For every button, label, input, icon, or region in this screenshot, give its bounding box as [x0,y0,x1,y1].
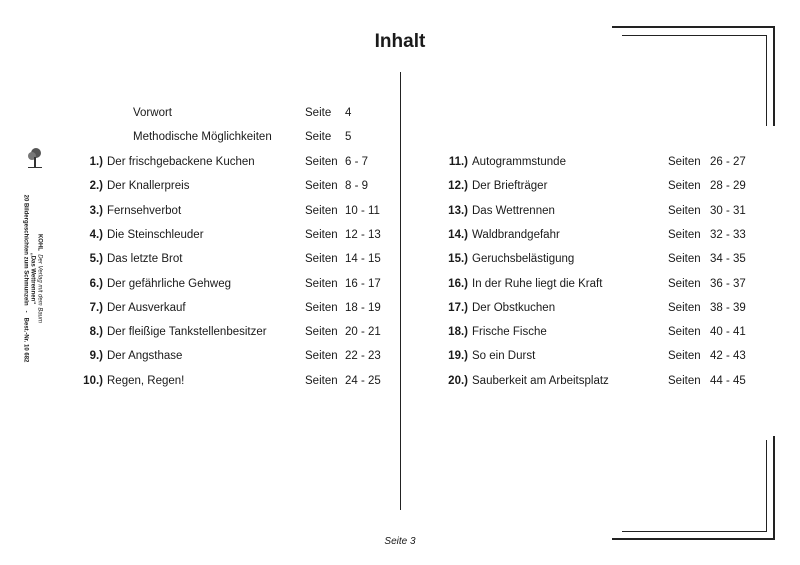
toc-entry-number: 16.) [448,277,468,290]
toc-entry-number: 3.) [89,204,103,217]
toc-entry-label: Der Knallerpreis [107,180,190,193]
toc-entry-pages-num: 16 - 17 [345,277,381,290]
toc-entry-pages-word: Seiten [668,204,701,217]
toc-entry-label: Das letzte Brot [107,253,183,266]
toc-entry-pages-num: 40 - 41 [710,326,746,339]
toc-entry-pages-word: Seiten [668,156,701,168]
side-subtitle: 20 Bildergeschichten zum Schmunzeln [22,194,29,306]
page-footer: Seite 3 [384,536,416,547]
toc-entry-pages-num: 4 [345,107,352,119]
toc-entry-number: 12.) [448,180,468,193]
corner-frame-top-inner-v [766,35,767,126]
toc-entry-number: 18.) [448,326,468,339]
toc-entry-pages-word: Seiten [305,326,338,339]
toc-entry-number: 7.) [89,301,103,314]
toc-entry-label: Vorwort [133,107,172,119]
toc-entry-row [0,347,800,365]
toc-entry-pages-num: 8 - 9 [345,180,369,193]
side-series-title: „Das Wettrennen“ [29,252,36,305]
toc-entry-label: Frische Fische [472,326,547,339]
toc-entry-number: 19.) [448,350,468,363]
toc-entry-row [0,275,800,293]
toc-entry-pages-num: 10 - 11 [345,204,380,217]
toc-entry-number: 4.) [89,228,103,241]
side-separator: - [22,310,29,313]
toc-entry-pages-num: 44 - 45 [710,374,746,387]
toc-entry-label: Regen, Regen! [107,374,185,387]
toc-entry-label: Der Obstkuchen [472,301,556,314]
toc-entry-label: Der Angsthase [107,350,183,363]
toc-entry-label: Der fleißige Tankstellenbesitzer [107,326,267,339]
toc-entry-pages-word: Seiten [305,180,338,193]
toc-entry-label: Autogrammstunde [472,156,566,168]
corner-frame-top-outer-v [773,26,775,126]
toc-entry-pages-word: Seiten [305,350,338,363]
toc-entry-pages-word: Seite [305,131,332,143]
toc-entry-row [0,202,800,220]
toc-entry-pages-word: Seiten [305,301,338,314]
toc-entry-label: Geruchsbelästigung [472,253,575,266]
corner-frame-bottom-inner-v [766,440,767,532]
toc-entry-label: So ein Durst [472,350,536,363]
toc-entry-number: 8.) [89,326,103,339]
toc-entry-number: 17.) [448,301,468,314]
toc-intro-row [0,104,400,122]
toc-entry-label: Der Ausverkauf [107,301,186,314]
side-publisher-name: KOHL [36,233,43,251]
toc-entry-pages-num: 34 - 35 [710,253,746,266]
toc-entry-pages-num: 26 - 27 [710,156,746,168]
toc-entry-pages-num: 5 [345,131,352,143]
toc-entry-pages-word: Seiten [668,228,701,241]
toc-entry-pages-num: 14 - 15 [345,253,381,266]
toc-entry-pages-word: Seiten [668,301,701,314]
toc-entry-label: Fernsehverbot [107,204,182,217]
toc-entry-row [0,372,800,390]
toc-entry-label: Der frischgebackene Kuchen [107,156,255,168]
toc-entry-pages-word: Seiten [305,277,338,290]
toc-entry-number: 5.) [89,253,103,266]
toc-entry-pages-word: Seiten [668,374,701,387]
corner-frame-top-outer-h [612,26,775,28]
toc-entry-label: In der Ruhe liegt die Kraft [472,277,603,290]
toc-entry-pages-word: Seiten [668,350,701,363]
toc-entry-pages-num: 24 - 25 [345,374,381,387]
toc-entry-number: 13.) [448,204,468,217]
toc-entry-row [0,177,800,195]
toc-entry-label: Der gefährliche Gehweg [107,277,232,290]
toc-entry-pages-word: Seiten [668,277,701,290]
toc-entry-pages-num: 22 - 23 [345,350,381,363]
toc-entry-label: Der Briefträger [472,180,548,193]
toc-entry-pages-num: 6 - 7 [345,156,369,168]
side-publisher-tagline: Der Verlag mit dem Baum [36,254,43,324]
toc-entry-pages-word: Seiten [668,253,701,266]
toc-entry-pages-num: 30 - 31 [710,204,746,217]
toc-entry-pages-word: Seiten [305,204,338,217]
toc-entry-number: 14.) [448,228,468,241]
toc-entry-row [0,153,800,171]
toc-entry-pages-word: Seiten [305,253,338,266]
toc-entry-number: 10.) [83,374,103,387]
toc-entry-pages-word: Seite [305,107,332,119]
toc-entry-number: 6.) [89,277,103,290]
toc-entry-row [0,226,800,244]
toc-entry-pages-word: Seiten [305,228,338,241]
toc-entry-pages-num: 38 - 39 [710,301,746,314]
page-title: Inhalt [374,31,426,52]
toc-entry-number: 15.) [448,253,468,266]
toc-entry-row [0,323,800,341]
toc-entry-label: Die Steinschleuder [107,228,204,241]
toc-entry-pages-num: 32 - 33 [710,228,746,241]
toc-entry-pages-num: 12 - 13 [345,228,381,241]
toc-entry-pages-num: 18 - 19 [345,301,381,314]
side-order-number: Best.-Nr. 10 682 [22,317,29,363]
toc-entry-pages-word: Seiten [668,326,701,339]
toc-entry-number: 1.) [89,156,103,168]
corner-frame-bottom-outer-v [773,436,775,540]
toc-entry-label: Das Wettrennen [472,204,555,217]
toc-entry-number: 11.) [448,156,468,168]
corner-frame-bottom-inner-h [622,531,767,532]
toc-entry-label: Methodische Möglichkeiten [133,131,272,143]
toc-entry-label: Sauberkeit am Arbeitsplatz [472,374,609,387]
toc-entry-number: 9.) [89,350,103,363]
corner-frame-top-inner-h [622,35,767,36]
toc-entry-pages-num: 20 - 21 [345,326,381,339]
toc-entry-pages-word: Seiten [668,180,701,193]
toc-entry-number: 20.) [448,374,468,387]
toc-entry-row [0,299,800,317]
toc-entry-row [0,250,800,268]
toc-intro-row [0,128,400,146]
toc-entry-pages-num: 28 - 29 [710,180,746,193]
toc-entry-pages-word: Seiten [305,374,338,387]
toc-entry-number: 2.) [89,180,103,193]
toc-entry-pages-num: 36 - 37 [710,277,746,290]
toc-entry-pages-word: Seiten [305,156,338,168]
toc-entry-pages-num: 42 - 43 [710,350,746,363]
toc-entry-label: Waldbrandgefahr [472,228,560,241]
